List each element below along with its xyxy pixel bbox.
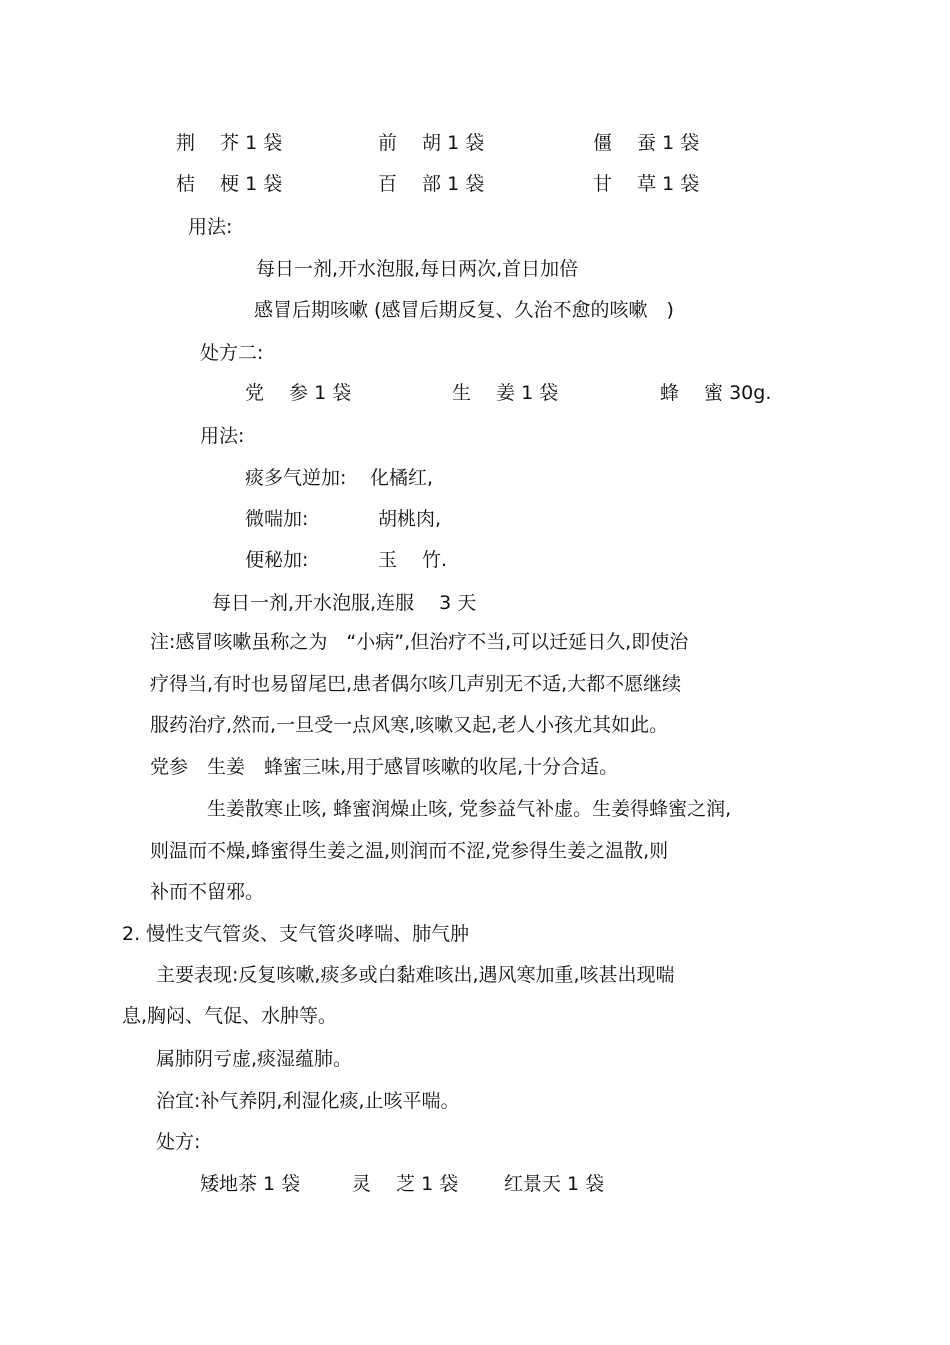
section-2-title: 2. 慢性支气管炎、支气管炎哮喘、肺气肿 bbox=[122, 923, 470, 945]
symptoms-line-2: 息,胸闷、气促、水肿等。 bbox=[122, 1005, 338, 1027]
explain-line-2: 则温而不燥,蜂蜜得生姜之温,则润而不涩,党参得生姜之温散,则 bbox=[150, 840, 669, 862]
modifier-cond-2: 微喘加: bbox=[245, 508, 309, 530]
modifier-herb-2: 胡桃肉, bbox=[378, 508, 442, 530]
note-line-2: 疗得当,有时也易留尾巴,患者偶尔咳几声别无不适,大都不愿继续 bbox=[150, 673, 682, 695]
prescription-2-label: 处方二: bbox=[200, 342, 264, 364]
dosage-1: 每日一剂,开水泡服,每日两次,首日加倍 bbox=[256, 258, 579, 280]
treatment: 治宜:补气养阴,利湿化痰,止咳平喘。 bbox=[156, 1090, 460, 1112]
modifier-cond-3: 便秘加: bbox=[245, 549, 309, 571]
pathology: 属肺阴亏虚,痰湿蕴肺。 bbox=[156, 1048, 353, 1070]
herb-jiegeng: 桔 梗 1 袋 bbox=[176, 173, 283, 195]
rx3-hongjingtian: 红景天 1 袋 bbox=[504, 1173, 605, 1195]
herb-qianhu: 前 胡 1 袋 bbox=[378, 132, 485, 154]
rx2-dangshen: 党 参 1 袋 bbox=[245, 382, 352, 404]
modifier-herb-1: 化橘红, bbox=[370, 467, 434, 489]
rx3-lingzhi: 灵 芝 1 袋 bbox=[352, 1173, 459, 1195]
rx3-aidicha: 矮地茶 1 袋 bbox=[200, 1173, 301, 1195]
explain-line-3: 补而不留邪。 bbox=[150, 881, 265, 903]
herb-jiangcan: 僵 蚕 1 袋 bbox=[593, 132, 700, 154]
modifier-cond-1: 痰多气逆加: bbox=[245, 467, 347, 489]
note-line-1: 注:感冒咳嗽虽称之为 “小病”,但治疗不当,可以迁延日久,即使治 bbox=[150, 631, 689, 653]
modifier-herb-3: 玉 竹. bbox=[378, 549, 448, 571]
usage-label-1: 用法: bbox=[188, 216, 233, 238]
note-line-3: 服药治疗,然而,一旦受一点风寒,咳嗽又起,老人小孩尤其如此。 bbox=[150, 714, 669, 736]
herb-baibu: 百 部 1 袋 bbox=[378, 173, 485, 195]
late-cold-heading: 感冒后期咳嗽 (感冒后期反复、久治不愈的咳嗽 ) bbox=[254, 299, 674, 321]
rx2-fengmi: 蜂 蜜 30g. bbox=[660, 382, 772, 404]
usage-label-2: 用法: bbox=[200, 425, 245, 447]
explain-line-1: 生姜散寒止咳, 蜂蜜润燥止咳, 党参益气补虚。生姜得蜂蜜之润, bbox=[207, 798, 732, 820]
herb-jingjie: 荆 芥 1 袋 bbox=[176, 132, 283, 154]
prescription-label: 处方: bbox=[156, 1131, 201, 1153]
symptoms-line-1: 主要表现:反复咳嗽,痰多或白黏难咳出,遇风寒加重,咳甚出现喘 bbox=[156, 964, 675, 986]
note-line-4: 党参 生姜 蜂蜜三味,用于感冒咳嗽的收尾,十分合适。 bbox=[150, 756, 619, 778]
rx2-shengjiang: 生 姜 1 袋 bbox=[452, 382, 559, 404]
dosage-2: 每日一剂,开水泡服,连服 3 天 bbox=[212, 592, 477, 614]
herb-gancao: 甘 草 1 袋 bbox=[593, 173, 700, 195]
